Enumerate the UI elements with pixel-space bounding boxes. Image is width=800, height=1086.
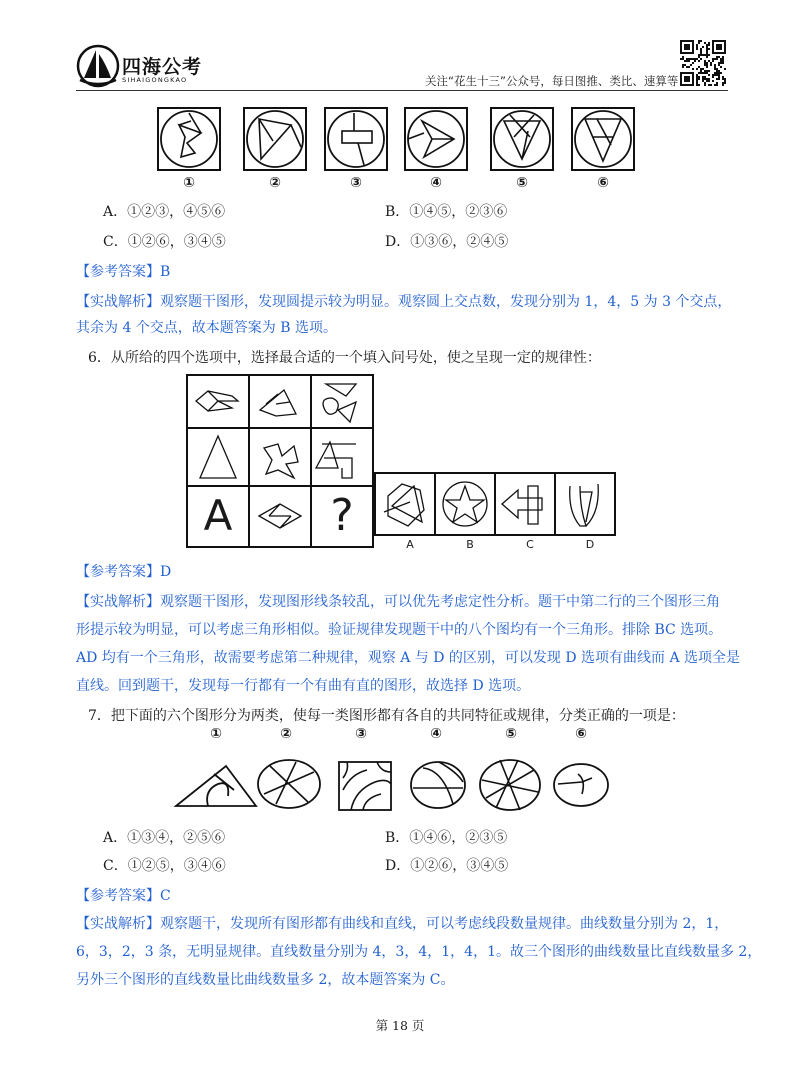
q5-figure-5 xyxy=(490,107,554,171)
logo-text: 四海公考 xyxy=(122,56,203,78)
q7-figure-label-5: ⑤ xyxy=(505,726,517,742)
q7-figure-6 xyxy=(552,762,610,808)
q7-figure-label-3: ③ xyxy=(355,726,367,742)
q7-option-c: C．①②⑤，③④⑥ xyxy=(103,858,226,874)
q5-figure-6 xyxy=(571,107,635,171)
q6-option-label-b: B xyxy=(466,538,474,551)
q7-analysis-line-1: 【实战解析】观察题干，发现所有图形都有曲线和直线，可以考虑线段数量规律。曲线数量分别为 2，1， xyxy=(76,916,729,932)
q5-figure-label-3: ③ xyxy=(350,175,362,191)
q6-option-label-a: A xyxy=(406,538,414,551)
q5-figure-label-6: ⑥ xyxy=(597,175,609,191)
q7-analysis-line-3: 另外三个图形的直线数量比曲线数量多 2，故本题答案为 C。 xyxy=(76,972,455,988)
q6-analysis-line-4: 直线。回到题干，发现每一行都有一个有曲有直的图形，故选择 D 选项。 xyxy=(76,678,531,694)
q5-option-c: C．①②⑥，③④⑤ xyxy=(103,234,226,250)
q5-option-a: A．①②③，④⑤⑥ xyxy=(103,204,226,220)
q6-analysis-line-2: 形提示较为明显，可以考虑三角形相似。验证规律发现题干中的八个图均有一个三角形。排除 BC 选项。 xyxy=(76,622,723,638)
q6-option-label-d: D xyxy=(585,538,595,551)
q7-figure-5 xyxy=(478,758,542,812)
q5-option-d: D．①③⑥，②④⑤ xyxy=(385,234,509,250)
q7-figure-2 xyxy=(256,758,322,810)
q7-option-b: B．①④⑥，②③⑤ xyxy=(385,830,508,846)
header-note: 关注“花生十三”公众号，每日图推、类比、速算等 xyxy=(425,74,679,88)
q7-option-d: D．①②⑥，③④⑤ xyxy=(385,858,509,874)
q5-figure-2 xyxy=(243,107,307,171)
q6-option-label-c: C xyxy=(526,538,534,551)
q5-analysis-line-2: 其余为 4 个交点，故本题答案为 B 选项。 xyxy=(76,320,337,336)
q5-figure-label-1: ① xyxy=(183,175,195,191)
sailboat-logo-icon xyxy=(76,44,120,88)
q5-answer: 【参考答案】B xyxy=(76,264,171,280)
q5-option-b: B．①④⑤，②③⑥ xyxy=(385,204,508,220)
q5-figure-1 xyxy=(157,107,221,171)
q5-figure-4 xyxy=(404,107,468,171)
q6-grid-cell-8 xyxy=(249,486,311,546)
page-number: 第 18 页 xyxy=(375,1018,425,1033)
q7-option-a: A．①③④，②⑤⑥ xyxy=(103,830,226,846)
header-divider xyxy=(76,90,728,91)
q7-figure-label-2: ② xyxy=(280,726,292,742)
logo-subtitle: SIHAIGONGKAO xyxy=(122,76,188,84)
q7-analysis-line-2: 6，3，2，3 条，无明显规律。直线数量分别为 4，3，4，1，4，1。故三个图形的曲线数量比直线数量多 2， xyxy=(76,944,762,960)
q7-question: 7．把下面的六个图形分为两类，使每一类图形都有各自的共同特征或规律，分类正确的一项是： xyxy=(88,708,685,724)
q7-figure-label-4: ④ xyxy=(430,726,442,742)
q7-figure-3 xyxy=(337,760,393,812)
q5-figure-label-2: ② xyxy=(269,175,281,191)
q7-figure-label-1: ① xyxy=(210,726,222,742)
q6-answer: 【参考答案】D xyxy=(76,564,172,580)
q6-analysis-line-3: AD 均有一个三角形，故需要考虑第二种规律，观察 A 与 D 的区别，可以发现 D 选项有曲线而 A 选项全是 xyxy=(76,650,741,666)
q7-figure-label-6: ⑥ xyxy=(575,726,587,742)
q5-figure-label-5: ⑤ xyxy=(516,175,528,191)
q5-figure-3 xyxy=(324,107,388,171)
q6-question-mark: ? xyxy=(330,490,354,541)
q5-figure-label-4: ④ xyxy=(430,175,442,191)
q6-question: 6．从所给的四个选项中，选择最合适的一个填入问号处，使之呈现一定的规律性： xyxy=(88,350,601,366)
q7-figure-1 xyxy=(174,760,258,808)
q6-option-panel xyxy=(374,472,616,536)
qr-code-icon xyxy=(680,40,726,86)
q5-analysis-line-1: 【实战解析】观察题干图形，发现圆提示较为明显。观察圆上交点数，发现分别为 1，4，5 为 3 个交点， xyxy=(76,294,732,310)
q6-grid-letter: A xyxy=(203,491,233,540)
q7-answer: 【参考答案】C xyxy=(76,888,171,904)
q7-figure-4 xyxy=(409,760,467,810)
q6-analysis-line-1: 【实战解析】观察题干图形，发现图形线条较乱，可以优先考虑定性分析。题干中第二行的三个图形三角 xyxy=(76,594,720,610)
